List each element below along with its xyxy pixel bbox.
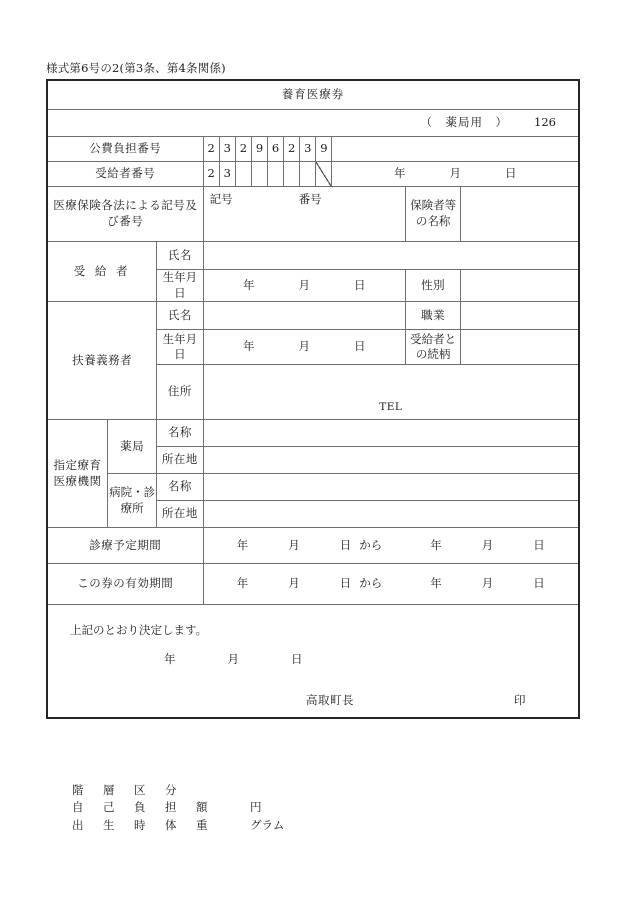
footer-copay-row [72,799,284,816]
hospital-name-value[interactable] [203,474,579,501]
day-label: 日 [354,277,366,292]
start-day-label: 日 [339,576,352,591]
usage-note-label: （ 薬局用 ） [420,115,509,130]
end-day-label: 日 [533,576,545,591]
hospital-name-row [47,474,579,501]
hospital-address-value[interactable] [203,501,579,528]
hospital-address-label: 所在地 [157,501,203,528]
day-label: 日 [504,166,517,181]
footer-birth-weight-row [72,817,284,834]
recipient-number-digit-7[interactable] [300,162,316,187]
public-burden-label: 公費負担番号 [47,137,203,162]
recipient-number-digit-5[interactable] [268,162,284,187]
insurance-symbol-label: 記号 [209,192,233,206]
public-burden-digit-7[interactable]: 3 [300,137,316,162]
pharmacy-name-value[interactable] [203,420,579,447]
issuer-name: 高取町長 [306,693,354,708]
recipient-section-label: 受 給 者 [47,242,157,302]
recipient-number-digit-8[interactable] [316,162,332,187]
range-connector-label: から [359,576,383,591]
supporter-address-value-cell[interactable] [203,365,579,420]
validity-period-label: この券の有効期間 [47,564,203,605]
usage-row [47,110,579,137]
recipient-number-digit-6[interactable] [284,162,300,187]
year-label: 年 [393,166,406,181]
recipient-birth-date-cell[interactable] [203,270,405,302]
usage-note-cell [47,110,579,137]
treatment-period-row [47,528,579,564]
recipient-gender-value[interactable] [461,270,579,302]
institution-section-label: 指定療育医療機関 [47,420,107,528]
supporter-name-row [47,302,579,330]
supporter-section-label: 扶養義務者 [47,302,157,420]
year-label: 年 [164,652,176,667]
treatment-period-range [237,538,545,552]
recipient-number-digit-1[interactable]: 2 [203,162,219,187]
public-burden-digit-2[interactable]: 3 [219,137,235,162]
treatment-period-label: 診療予定期間 [47,528,203,564]
end-year-label: 年 [430,537,442,552]
month-label: 月 [298,339,311,354]
public-burden-digit-3[interactable]: 2 [235,137,251,162]
pharmacy-address-value[interactable] [203,447,579,474]
insurance-row [47,187,579,242]
supporter-address-label: 住所 [157,365,203,420]
public-burden-digit-4[interactable]: 9 [251,137,267,162]
recipient-number-date [394,166,517,180]
recipient-number-date-cell [332,162,579,187]
public-burden-digit-6[interactable]: 2 [284,137,300,162]
range-connector-label: から [359,537,383,552]
start-year-label: 年 [236,576,249,591]
insurer-name-label: 保険者等の名称 [405,187,460,242]
pharmacy-label: 薬局 [107,420,156,474]
medical-voucher-table [46,79,580,719]
month-label: 月 [449,166,461,181]
recipient-birth-label: 生年月日 [157,270,203,302]
day-label: 日 [354,339,366,354]
title-row [47,80,579,110]
insurer-name-value[interactable] [461,187,579,242]
insurance-number-label: 番号 [298,192,322,206]
insurance-label: 医療保険各法による記号及び番号 [47,187,203,242]
document-title: 養育医療券 [47,80,579,110]
end-month-label: 月 [481,537,494,552]
footer-class-row [72,782,284,799]
footer-birth-weight-label: 出 生 時 体 重 [72,817,212,832]
decision-statement: 上記のとおり決定します。 [70,623,208,638]
supporter-occupation-label: 職業 [405,302,460,330]
footer-class-label: 階 層 区 分 [72,783,181,797]
seal-label: 印 [514,693,526,708]
end-month-label: 月 [481,576,494,591]
validity-period-value-cell[interactable] [203,564,579,605]
pharmacy-name-row [47,420,579,447]
supporter-birth-label: 生年月日 [157,330,203,365]
supporter-name-value[interactable] [203,302,405,330]
decision-cell [47,605,579,719]
recipient-birth-date [243,278,366,292]
recipient-number-digit-3[interactable] [235,162,251,187]
insurance-symbol-number-cell[interactable] [203,187,405,242]
recipient-number-digit-2[interactable]: 3 [219,162,235,187]
recipient-name-label: 氏名 [157,242,203,270]
recipient-name-value[interactable] [203,242,579,270]
end-year-label: 年 [430,576,442,591]
start-year-label: 年 [236,537,249,552]
validity-period-row [47,564,579,605]
treatment-period-value-cell[interactable] [203,528,579,564]
day-label: 日 [291,652,303,667]
recipient-number-label: 受給者番号 [47,162,203,187]
month-label: 月 [227,652,239,667]
pharmacy-name-label: 名称 [157,420,203,447]
start-month-label: 月 [288,576,300,591]
year-label: 年 [243,339,255,354]
footer-copay-label: 自 己 負 担 額 [72,800,212,815]
supporter-birth-date [243,339,366,353]
public-burden-digit-8[interactable]: 9 [316,137,332,162]
recipient-gender-label: 性別 [405,270,460,302]
supporter-name-label: 氏名 [157,302,203,330]
supporter-birth-date-cell[interactable] [203,330,405,365]
decision-row [47,605,579,719]
footer-block [72,782,284,834]
form-number-label: 様式第6号の2(第3条、第4条関係) [46,61,226,75]
start-day-label: 日 [339,537,352,552]
serial-number: 126 [534,115,556,130]
validity-period-range [237,576,545,590]
recipient-number-row [47,162,579,187]
public-burden-blank-cell [332,137,579,162]
supporter-tel-label: TEL [379,400,403,413]
pharmacy-address-label: 所在地 [157,447,203,474]
public-burden-digit-5[interactable]: 6 [268,137,284,162]
decision-block [48,605,578,717]
footer-birth-weight-unit: グラム [250,817,285,832]
public-burden-digit-1[interactable]: 2 [203,137,219,162]
year-label: 年 [243,277,255,292]
month-label: 月 [298,277,311,292]
supporter-relation-label: 受給者との続柄 [405,330,460,365]
end-day-label: 日 [533,537,545,552]
hospital-name-label: 名称 [157,474,203,501]
hospital-label: 病院・診療所 [107,474,156,528]
insurance-symbol-number-line [204,187,405,208]
supporter-occupation-value[interactable] [461,302,579,330]
start-month-label: 月 [288,537,300,552]
recipient-number-digit-4[interactable] [251,162,267,187]
supporter-relation-value[interactable] [461,330,579,365]
decision-date[interactable] [164,652,303,668]
footer-copay-unit: 円 [250,800,262,815]
recipient-name-row [47,242,579,270]
public-burden-row [47,137,579,162]
